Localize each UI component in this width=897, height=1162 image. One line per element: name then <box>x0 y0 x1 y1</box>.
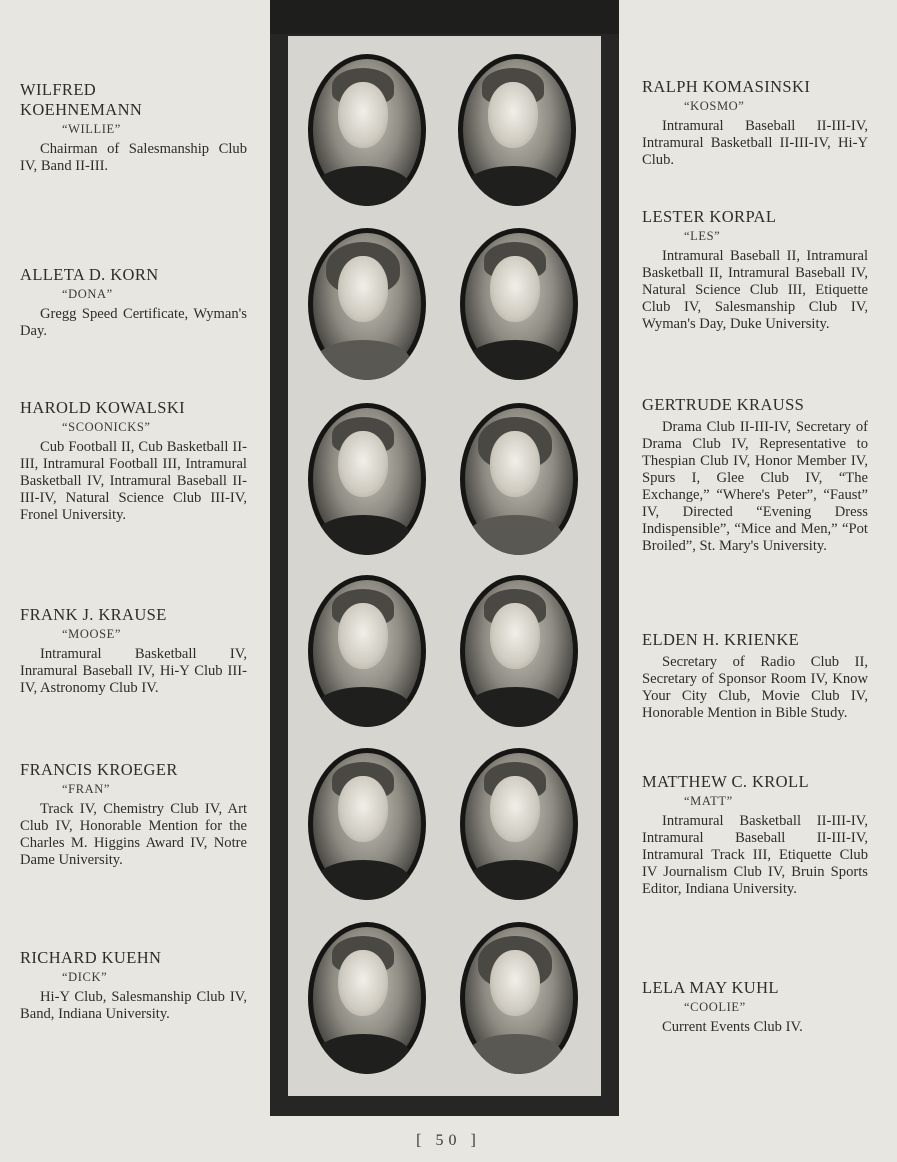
student-nickname: “DICK” <box>62 970 108 984</box>
student-nickname: “MOOSE” <box>62 627 122 641</box>
student-nickname: “MATT” <box>684 794 733 808</box>
student-nickname: “FRAN” <box>62 782 111 796</box>
student-activities: Intramural Baseball II, Intramural Basketball II, Intramural Baseball IV, Natural Science Club III, Etiquette Club IV, Salesmanship Club IV, Wyman's Day, Duke University. <box>642 248 868 332</box>
student-name: FRANCIS KROEGER <box>20 760 178 779</box>
student-nickname: “LES” <box>684 229 721 243</box>
student-nickname: “COOLIE” <box>684 1000 746 1014</box>
student-name: ELDEN H. KRIENKE <box>642 630 800 649</box>
student-entry-kroeger <box>20 760 247 869</box>
portrait-photo <box>308 575 426 727</box>
student-name: WILFRED <box>20 80 97 99</box>
student-activities: Intramural Baseball II-III-IV, Intramural Basketball II-III-IV, Hi-Y Club. <box>642 118 868 168</box>
student-name: RALPH KOMASINSKI <box>642 77 811 96</box>
student-activities: Chairman of Salesmanship Club IV, Band II-III. <box>20 141 247 174</box>
portrait-photo <box>308 748 426 900</box>
student-name: MATTHEW C. KROLL <box>642 772 809 791</box>
student-name: LESTER KORPAL <box>642 207 777 226</box>
student-activities: Secretary of Radio Club II, Secretary of Sponsor Room IV, Know Your City Club, Movie Club IV, Honorable Mention in Bible Study. <box>642 654 868 721</box>
student-entry-kowalski <box>20 398 247 524</box>
student-entry-komasinski <box>642 77 868 169</box>
student-activities: Drama Club II-III-IV, Secretary of Drama Club IV, Representative to Thespian Club IV, Honor Member IV, Spurs I, Glee Club IV, “The Exchange,” “Where's Peter”, “Faust” IV, Directed “Evening Dress Indispensible”, “Mice and Men,” “Pot Broiled”, St. Mary's University. <box>642 419 868 554</box>
student-nickname: “SCOONICKS” <box>62 420 151 434</box>
student-nickname: “DONA” <box>62 287 113 301</box>
student-nickname: “KOSMO” <box>684 99 745 113</box>
portrait-photo <box>460 575 578 727</box>
portrait-photo <box>308 922 426 1074</box>
student-name: HAROLD KOWALSKI <box>20 398 186 417</box>
student-name: FRANK J. KRAUSE <box>20 605 167 624</box>
student-activities: Gregg Speed Certificate, Wyman's Day. <box>20 306 247 339</box>
student-entry-kuhl <box>642 978 868 1036</box>
student-entry-korn <box>20 265 247 340</box>
student-entry-kroll <box>642 772 868 898</box>
portrait-photo <box>460 748 578 900</box>
student-name-line2: KOEHNEMANN <box>20 100 143 119</box>
portrait-photo <box>458 54 576 206</box>
portrait-photo <box>460 228 578 380</box>
student-activities: Track IV, Chemistry Club IV, Art Club IV, Honorable Mention for the Charles M. Higgins Award IV, Notre Dame University. <box>20 801 247 868</box>
student-entry-korpal <box>642 207 868 333</box>
student-name: RICHARD KUEHN <box>20 948 162 967</box>
portrait-photo <box>308 228 426 380</box>
portrait-photo <box>308 403 426 555</box>
student-activities: Current Events Club IV. <box>662 1019 803 1035</box>
photo-strip-header <box>270 0 619 34</box>
page-number: [ 50 ] <box>416 1132 481 1149</box>
student-name: GERTRUDE KRAUSS <box>642 395 805 414</box>
portrait-photo <box>460 922 578 1074</box>
student-activities: Hi-Y Club, Salesmanship Club IV, Band, Indiana University. <box>20 989 247 1022</box>
student-entry-krienke <box>642 630 868 722</box>
student-activities: Intramural Basketball II-III-IV, Intramural Baseball II-III-IV, Intramural Track III, Etiquette Club IV Journalism Club IV, Bruin Sports Editor, Indiana University. <box>642 813 868 897</box>
student-activities: Cub Football II, Cub Basketball II-III, Intramural Football III, Intramural Basketball IV, Intramural Baseball II-III-IV, Natural Science Club III-IV, Fronel University. <box>20 439 247 523</box>
student-entry-krause <box>20 605 247 697</box>
student-nickname: “WILLIE” <box>62 122 121 136</box>
portrait-photo <box>308 54 426 206</box>
student-name: LELA MAY KUHL <box>642 978 779 997</box>
student-activities: Intramural Basketball IV, Inramural Baseball IV, Hi-Y Club III-IV, Astronomy Club IV. <box>20 646 247 696</box>
student-entry-kuehn <box>20 948 247 1023</box>
student-entry-krauss <box>642 395 868 555</box>
portrait-photo <box>460 403 578 555</box>
student-name: ALLETA D. KORN <box>20 265 159 284</box>
student-entry-koehnemann <box>20 80 247 175</box>
